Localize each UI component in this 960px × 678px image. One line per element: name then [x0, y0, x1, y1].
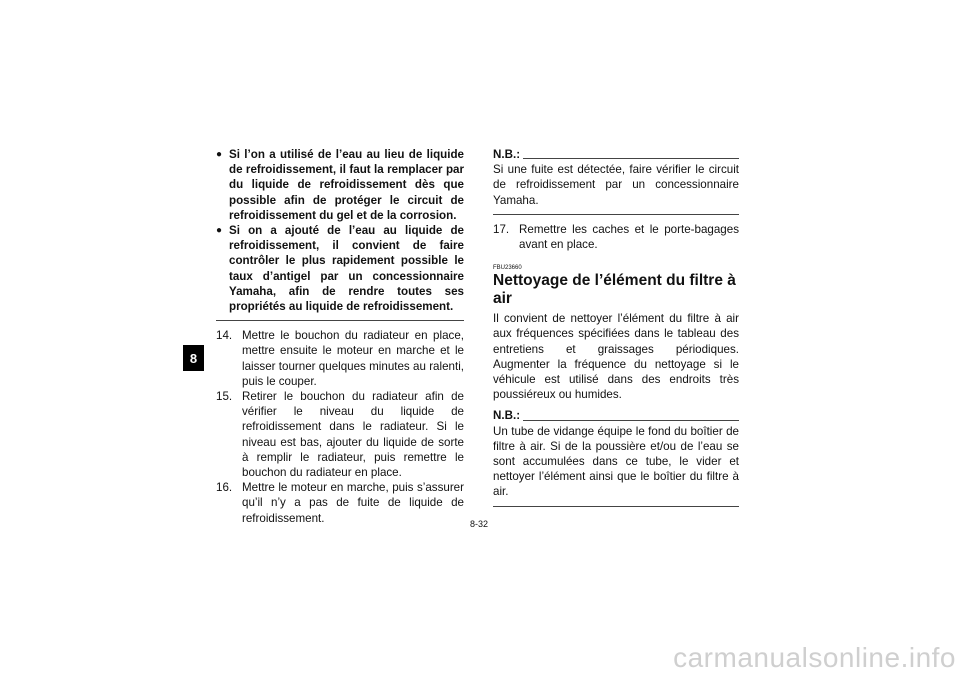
right-column — [493, 147, 739, 514]
bullet-icon: ● — [216, 225, 223, 237]
section-heading: Nettoyage de l’élément du filtre à air — [493, 272, 736, 308]
step-text: Mettre le bouchon du radiateur en place, mettre ensuite le moteur en marche et le laisser tourner quelques minutes au ralenti, puis le couper. — [242, 329, 464, 388]
step-text: Mettre le moteur en marche, puis s’assurer qu’il n’y a pas de fuite de liquide de refroidissement. — [242, 481, 464, 525]
step-item — [493, 222, 739, 252]
note-line — [523, 158, 739, 159]
step-number: 14. — [216, 329, 233, 343]
step-item — [216, 389, 464, 480]
section-code: FBU23660 — [493, 265, 522, 272]
watermark: carmanualsonline.info — [673, 642, 956, 673]
bullet-text: Si on a ajouté de l’eau au liquide de refroidissement, il convient de faire contrôler le plus rapidement possible le taux d’antigel par un concessionnaire Yamaha, afin de rendre toutes ses propriétés au liquide de refroidissement. — [229, 224, 464, 314]
left-column — [216, 147, 464, 526]
step-text: Remettre les caches et le porte-bagages avant en place. — [519, 222, 739, 252]
step-number: 17. — [493, 222, 510, 236]
divider — [493, 506, 739, 507]
bullet-icon: ● — [216, 149, 223, 160]
note-header — [493, 408, 739, 423]
page-number: 8-32 — [470, 519, 489, 529]
bullet-item — [216, 223, 464, 314]
step-text: Retirer le bouchon du radiateur afin de vérifier le niveau du liquide de refroidissement dans le radiateur. Si le niveau est bas, ajouter du liquide de sorte à remplir le radiateur, puis remettre le bouchon du radiateur en place. — [242, 390, 464, 480]
note-label: N.B.: — [493, 409, 521, 423]
note-text: Un tube de vidange équipe le fond du boîtier de filtre à air. Si de la poussière et/ou de l’eau se sont accumulées dans ce tube, le vider et nettoyer l’élément ainsi que le boîtier du filtre à air. — [493, 424, 739, 499]
step-item — [216, 480, 464, 526]
note-text: Si une fuite est détectée, faire vérifier le circuit de refroidissement par un concessionnaire Yamaha. — [493, 163, 739, 207]
step-item — [216, 328, 464, 389]
step-number: 16. — [216, 481, 233, 495]
divider — [216, 320, 464, 321]
note-header — [493, 147, 739, 162]
chapter-number: 8 — [189, 350, 198, 366]
bullet-text: Si l’on a utilisé de l’eau au lieu de liquide de refroidissement, il faut la remplacer par du liquide de refroidissement dès que possible afin de protéger le circuit de refroidissement du gel et de la corrosion. — [229, 148, 464, 222]
step-number: 15. — [216, 390, 233, 404]
note-line — [523, 420, 739, 421]
note-label: N.B.: — [493, 148, 521, 161]
chapter-tab — [183, 345, 204, 371]
section-paragraph: Il convient de nettoyer l’élément du filtre à air aux fréquences spécifiées dans le tableau des entretiens et graissages périodiques. Augmenter la fréquence du nettoyage si le véhicule est utilisé dans des endroits très poussiéreux ou humides. — [493, 312, 739, 402]
bullet-item — [216, 147, 464, 223]
divider — [493, 214, 739, 215]
